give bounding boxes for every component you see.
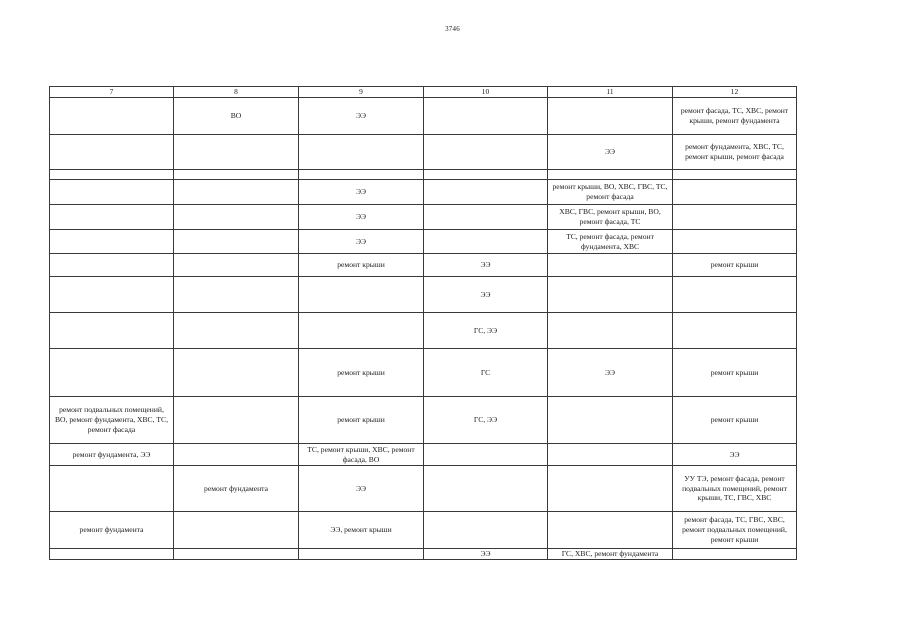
table-row — [50, 349, 797, 397]
table-cell: ЭЭ — [424, 277, 548, 313]
table-cell — [548, 444, 673, 466]
table-cell — [424, 98, 548, 135]
table-row — [50, 277, 797, 313]
table-row — [50, 313, 797, 349]
table-cell: ЭЭ, ремонт крыши — [299, 512, 424, 549]
table-cell: ЭЭ — [673, 444, 797, 466]
table-cell: ЭЭ — [299, 466, 424, 512]
table-cell — [673, 205, 797, 230]
column-header: 9 — [299, 87, 424, 98]
table-cell — [174, 180, 299, 205]
table-cell — [673, 180, 797, 205]
table-cell — [424, 230, 548, 254]
table-cell — [174, 254, 299, 277]
table-cell: УУ ТЭ, ремонт фасада, ремонт подвальных помещений, ремонт крыши, ТС, ГВС, ХВС — [673, 466, 797, 512]
table-cell — [424, 180, 548, 205]
column-header: 7 — [50, 87, 174, 98]
table-cell — [299, 549, 424, 560]
table-cell — [50, 98, 174, 135]
table-cell — [299, 170, 424, 180]
table-cell — [50, 230, 174, 254]
table-cell — [548, 170, 673, 180]
table-cell: ремонт крыши — [673, 349, 797, 397]
table-cell: ремонт крыши — [299, 397, 424, 444]
table-cell — [424, 135, 548, 170]
table-cell — [174, 205, 299, 230]
table-cell: ЭЭ — [424, 254, 548, 277]
table-cell — [548, 277, 673, 313]
table-row — [50, 230, 797, 254]
table-cell — [174, 230, 299, 254]
table-cell — [548, 98, 673, 135]
table-cell — [50, 135, 174, 170]
table-cell — [548, 254, 673, 277]
table-cell — [424, 170, 548, 180]
table-cell: ГС — [424, 349, 548, 397]
table-cell — [174, 397, 299, 444]
table-cell — [673, 313, 797, 349]
table-cell — [174, 135, 299, 170]
table-cell: ГС, ХВС, ремонт фундамента — [548, 549, 673, 560]
table-row — [50, 549, 797, 560]
table-cell: ремонт подвальных помещений, ВО, ремонт фундамента, ХВС, ТС, ремонт фасада — [50, 397, 174, 444]
table-cell — [50, 170, 174, 180]
header-row — [50, 87, 797, 98]
column-header: 12 — [673, 87, 797, 98]
table-cell — [424, 444, 548, 466]
table-cell — [299, 313, 424, 349]
column-header: 11 — [548, 87, 673, 98]
table-row — [50, 397, 797, 444]
table-cell: ремонт фасада, ТС, ХВС, ремонт крыши, ремонт фундамента — [673, 98, 797, 135]
table-cell: ремонт фундамента — [50, 512, 174, 549]
table-cell — [174, 313, 299, 349]
table-row — [50, 98, 797, 135]
table-cell: ЭЭ — [299, 205, 424, 230]
table-cell: ЭЭ — [424, 549, 548, 560]
table-cell: ЭЭ — [299, 230, 424, 254]
table-cell — [673, 549, 797, 560]
table-cell: ремонт фасада, ТС, ГВС, ХВС, ремонт подвальных помещений, ремонт крыши — [673, 512, 797, 549]
table-cell — [174, 277, 299, 313]
table-cell — [174, 349, 299, 397]
table-cell — [424, 205, 548, 230]
table-cell: ЭЭ — [548, 135, 673, 170]
table-cell — [174, 549, 299, 560]
table-cell: ремонт фундамента — [174, 466, 299, 512]
repair-table — [49, 86, 797, 560]
table-cell: ремонт фундамента, ХВС, ТС, ремонт крыши, ремонт фасада — [673, 135, 797, 170]
table-cell: ремонт крыши, ВО, ХВС, ГВС, ТС, ремонт фасада — [548, 180, 673, 205]
table-cell — [50, 205, 174, 230]
table-cell: ЭЭ — [299, 98, 424, 135]
table-cell — [174, 170, 299, 180]
table-cell — [50, 349, 174, 397]
table-cell: ремонт крыши — [673, 254, 797, 277]
table-row — [50, 170, 797, 180]
page-number: 3746 — [445, 25, 460, 33]
table-row — [50, 254, 797, 277]
table-row — [50, 180, 797, 205]
table-cell — [50, 180, 174, 205]
table-cell — [548, 397, 673, 444]
table-cell — [673, 170, 797, 180]
column-header: 8 — [174, 87, 299, 98]
table-cell: ТС, ремонт фасада, ремонт фундамента, ХВС — [548, 230, 673, 254]
table-cell — [174, 512, 299, 549]
table-cell: ремонт крыши — [299, 349, 424, 397]
table-cell — [50, 466, 174, 512]
table-cell — [424, 466, 548, 512]
table-cell — [424, 512, 548, 549]
table-row — [50, 205, 797, 230]
table-cell: ремонт крыши — [299, 254, 424, 277]
table-cell — [50, 277, 174, 313]
table-cell — [548, 313, 673, 349]
table-cell — [50, 254, 174, 277]
table-cell: ХВС, ГВС, ремонт крыши, ВО, ремонт фасада, ТС — [548, 205, 673, 230]
table-cell: ремонт фундамента, ЭЭ — [50, 444, 174, 466]
table-cell — [299, 277, 424, 313]
table-row — [50, 444, 797, 466]
table-cell — [673, 230, 797, 254]
table-cell — [50, 313, 174, 349]
table-cell: ТС, ремонт крыши, ХВС, ремонт фасада, ВО — [299, 444, 424, 466]
table-cell: ВО — [174, 98, 299, 135]
table-cell: ремонт крыши — [673, 397, 797, 444]
table-cell — [174, 444, 299, 466]
table-cell: ЭЭ — [299, 180, 424, 205]
table-row — [50, 135, 797, 170]
table-row — [50, 466, 797, 512]
table-row — [50, 512, 797, 549]
table-cell — [548, 512, 673, 549]
table-cell — [548, 466, 673, 512]
table-cell — [299, 135, 424, 170]
table-cell: ГС, ЭЭ — [424, 397, 548, 444]
table-cell: ГС, ЭЭ — [424, 313, 548, 349]
table-cell — [673, 277, 797, 313]
column-header: 10 — [424, 87, 548, 98]
table-cell — [50, 549, 174, 560]
table-cell: ЭЭ — [548, 349, 673, 397]
